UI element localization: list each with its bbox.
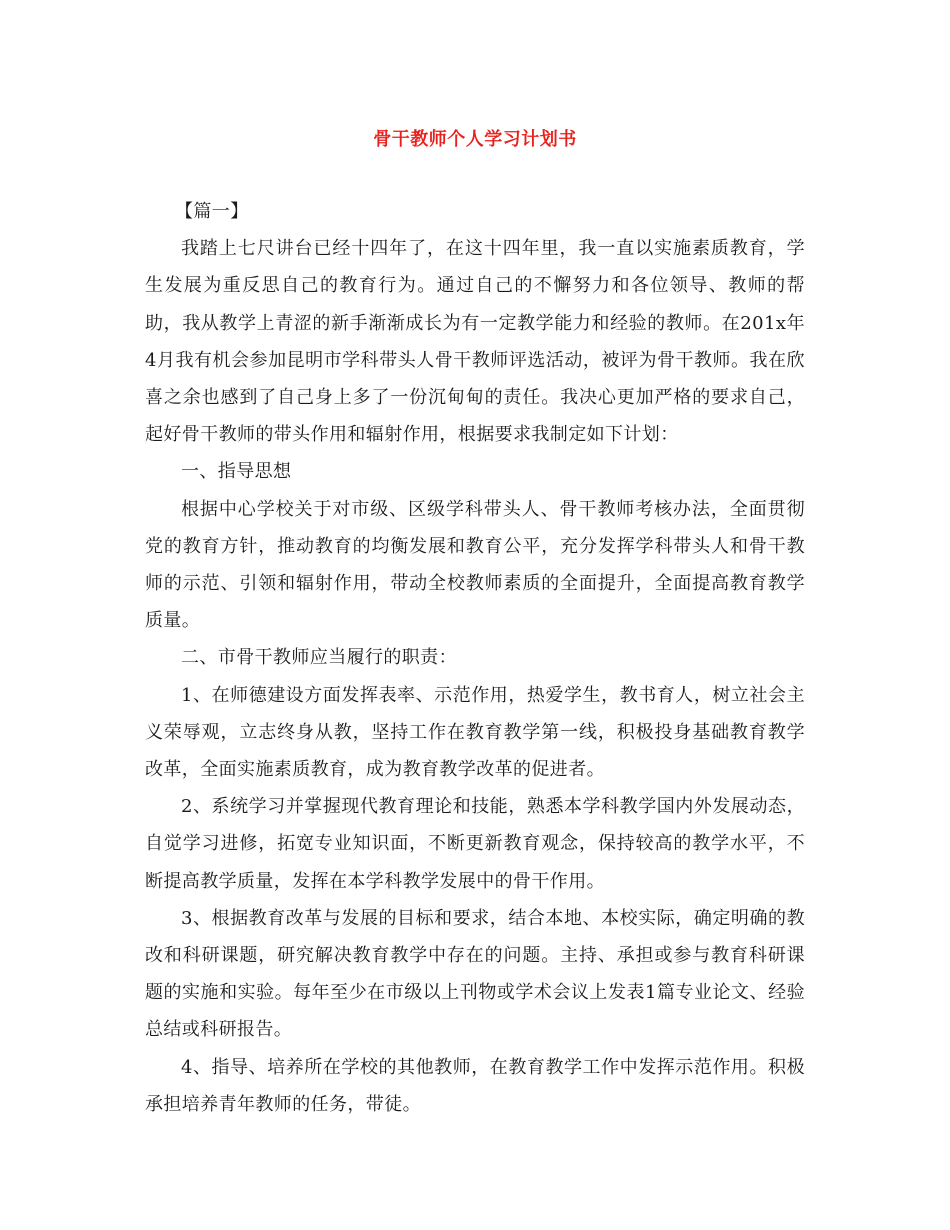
document-page [145, 0, 805, 1230]
duty-item-2: 2、系统学习并掌握现代教育理论和技能，熟悉本学科教学国内外发展动态，自觉学习进修，拓宽专业知识面，不断更新教育观念，保持较高的教学水平，不断提高教学质量，发挥在本学科教学发展中的骨干作用。 [145, 796, 805, 892]
section-heading-duties: 二、市骨干教师应当履行的职责： [181, 647, 457, 669]
duty-item-1: 1、在师德建设方面发挥表率、示范作用，热爱学生，教书育人，树立社会主义荣辱观，立志终身从教，坚持工作在教育教学第一线，积极投身基础教育教学改革，全面实施素质教育，成为教育教学改革的促进者。 [145, 684, 805, 781]
document-body [145, 193, 805, 1123]
guiding-ideology-paragraph: 根据中心学校关于对市级、区级学科带头人、骨干教师考核办法，全面贯彻党的教育方针，推动教育的均衡发展和教育公平，充分发挥学科带头人和骨干教师的示范、引领和辐射作用，带动全校教师素质的全面提升，全面提高教育教学质量。 [145, 498, 805, 632]
document-title: 骨干教师个人学习计划书 [373, 129, 577, 150]
duty-item-3: 3、根据教育改革与发展的目标和要求，结合本地、本校实际，确定明确的教改和科研课题，研究解决教育教学中存在的问题。主持、承担或参与教育科研课题的实施和实验。每年至少在市级以上刊物或学术会议上发表1篇专业论文、经验总结或科研报告。 [145, 907, 805, 1041]
section-heading-guiding-ideology: 一、指导思想 [181, 461, 292, 483]
intro-paragraph: 我踏上七尺讲台已经十四年了，在这十四年里，我一直以实施素质教育，学生发展为重反思自己的教育行为。通过自己的不懈努力和各位领导、教师的帮助，我从教学上青涩的新手渐渐成长为有一定教学能力和经验的教师。在201x年4月我有机会参加昆明市学科带头人骨干教师评选活动，被评为骨干教师。我在欣喜之余也感到了自己身上多了一份沉甸甸的责任。我决心更加严格的要求自己，起好骨干教师的带头作用和辐射作用，根据要求我制定如下计划： [145, 238, 805, 446]
part-heading: 【篇一】 [175, 201, 249, 222]
duty-item-4: 4、指导、培养所在学校的其他教师，在教育教学工作中发挥示范作用。积极承担培养青年教师的任务，带徒。 [145, 1056, 805, 1115]
